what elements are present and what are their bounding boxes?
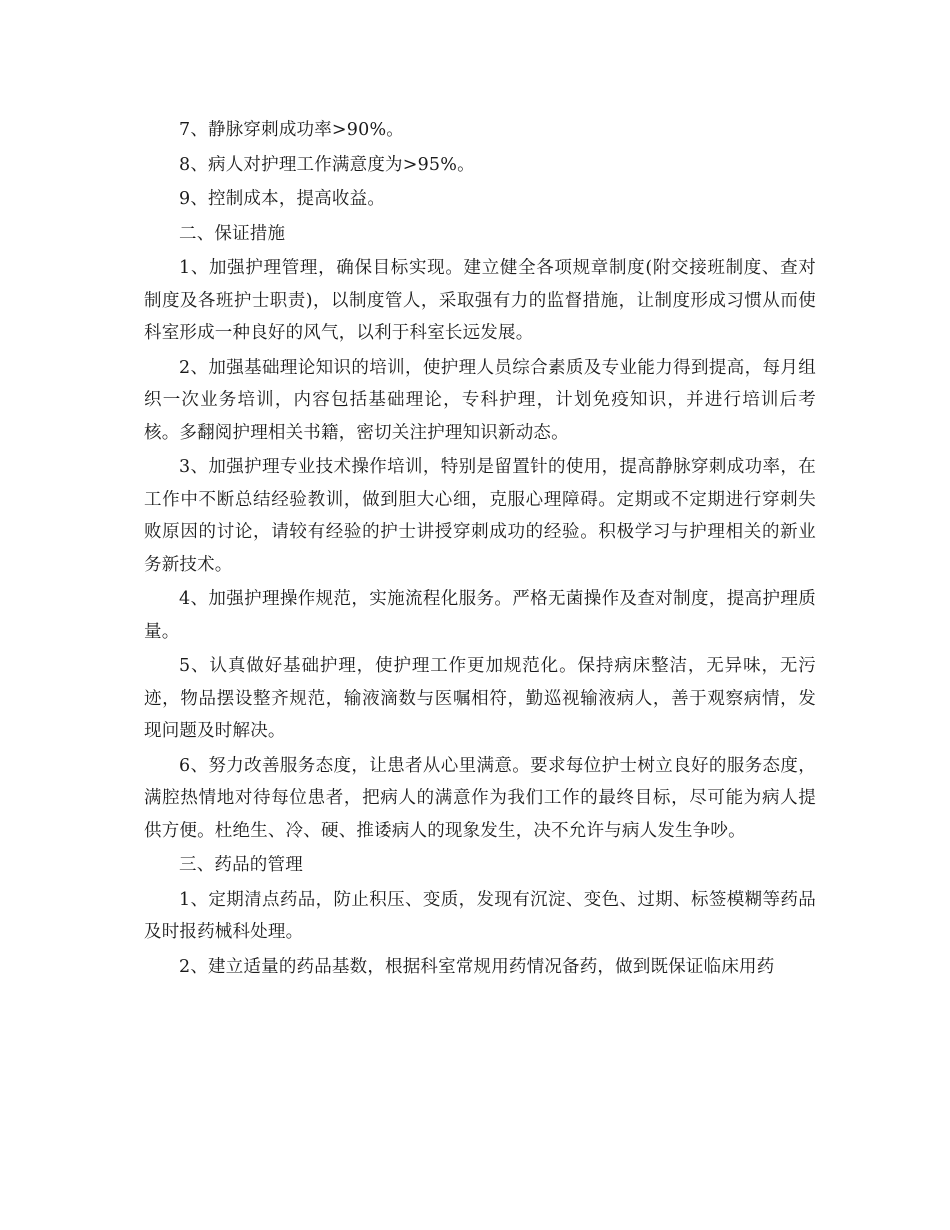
paragraph-drug-1: 1、定期清点药品，防止积压、变质，发现有沉淀、变色、过期、标签模糊等药品及时报药械科处理。 (144, 889, 816, 942)
section-heading-measures: 二、保证措施 (179, 223, 286, 244)
paragraph-measure-2: 2、加强基础理论知识的培训，使护理人员综合素质及专业能力得到提高，每月组织一次业务培训，内容包括基础理论，专科护理，计划免疫知识，并进行培训后考核。多翻阅护理相关书籍，密切关注护理知识新动态。 (144, 357, 816, 443)
list-item-goal-7: 7、静脉穿刺成功率>90%。 (179, 120, 404, 140)
section-heading-drug-management: 三、药品的管理 (179, 855, 303, 875)
list-item-goal-9: 9、控制成本，提高收益。 (179, 189, 386, 209)
paragraph-measure-4: 4、加强护理操作规范，实施流程化服务。严格无菌操作及查对制度，提高护理质量。 (144, 589, 816, 642)
paragraph-drug-2: 2、建立适量的药品基数，根据科室常规用药情况备药，做到既保证临床用药 (179, 956, 775, 977)
paragraph-measure-3: 3、加强护理专业技术操作培训，特别是留置针的使用，提高静脉穿刺成功率，在工作中不断总结经验教训，做到胆大心细，克服心理障碍。定期或不定期进行穿刺失败原因的讨论，请较有经验的护士讲授穿刺成功的经验。积极学习与护理相关的新业务新技术。 (144, 457, 816, 575)
document-body (144, 114, 816, 983)
paragraph-measure-1: 1、加强护理管理，确保目标实现。建立健全各项规章制度(附交接班制度、查对制度及各班护士职责)，以制度管人，采取强有力的监督措施，让制度形成习惯从而使科室形成一种良好的风气，以利于科室长远发展。 (144, 258, 816, 343)
paragraph-measure-5: 5、认真做好基础护理，使护理工作更加规范化。保持病床整洁，无异味，无污迹，物品摆设整齐规范，输液滴数与医嘱相符，勤巡视输液病人，善于观察病情，发现问题及时解决。 (144, 656, 816, 741)
list-item-goal-8: 8、病人对护理工作满意度为>95%。 (179, 154, 475, 175)
paragraph-measure-6: 6、努力改善服务态度，让患者从心里满意。要求每位护士树立良好的服务态度，满腔热情地对待每位患者，把病人的满意作为我们工作的最终目标，尽可能为病人提供方便。杜绝生、冷、硬、推诿病人的现象发生，决不允许与病人发生争吵。 (144, 755, 816, 841)
